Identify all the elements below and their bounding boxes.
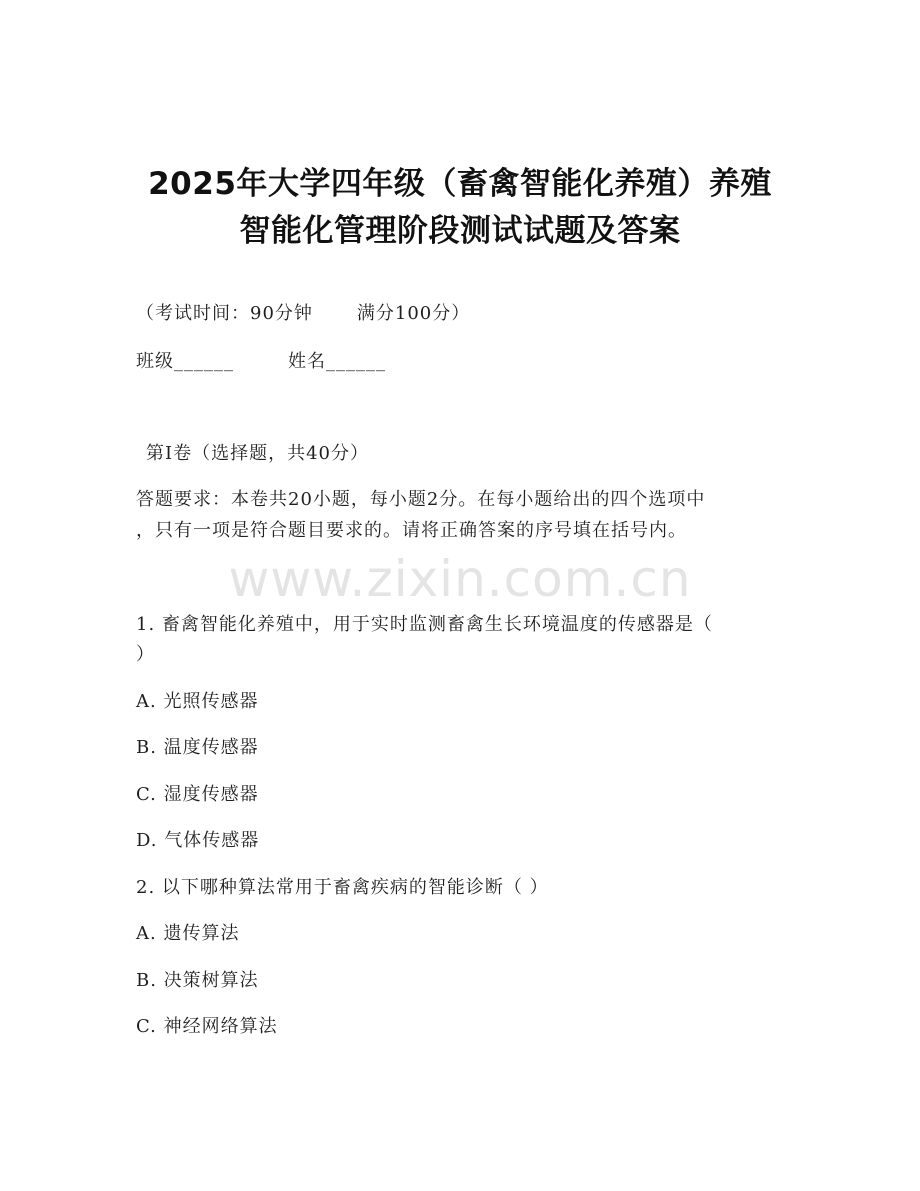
- name-field-label: 姓名______: [288, 351, 386, 372]
- question-2-stem: 2. 以下哪种算法常用于畜禽疾病的智能诊断（ ）: [136, 877, 549, 898]
- class-field-label: 班级______: [136, 351, 234, 372]
- section-title: 第Ⅰ卷（选择题，共40分）: [146, 443, 370, 464]
- exam-total-score: 满分100分）: [356, 303, 471, 324]
- question-1-stem-line-2: ）: [136, 644, 155, 665]
- watermark: www.zixin.com.cn: [228, 550, 692, 608]
- exam-time: （考试时间：90分钟: [136, 303, 313, 324]
- question-2-option-c: C. 神经网络算法: [136, 1016, 278, 1037]
- question-1-option-d: D. 气体传感器: [136, 830, 260, 851]
- question-2-option-a: A. 遗传算法: [136, 923, 240, 944]
- student-info: [136, 350, 386, 374]
- instructions-line-1: 答题要求：本卷共20小题，每小题2分。在每小题给出的四个选项中: [136, 489, 706, 510]
- instructions-line-2: ，只有一项是符合题目要求的。请将正确答案的序号填在括号内。: [136, 520, 687, 541]
- question-2-option-b: B. 决策树算法: [136, 970, 259, 991]
- question-1-option-a: A. 光照传感器: [136, 691, 259, 712]
- document-title-line-2: 智能化管理阶段测试试题及答案: [239, 213, 681, 249]
- question-1-option-b: B. 温度传感器: [136, 737, 259, 758]
- exam-info: [136, 302, 470, 326]
- document-title-line-1: 2025年大学四年级（畜禽智能化养殖）养殖: [148, 166, 772, 202]
- question-1-option-c: C. 湿度传感器: [136, 784, 259, 805]
- question-1-stem-line-1: 1. 畜禽智能化养殖中，用于实时监测畜禽生长环境温度的传感器是（: [136, 614, 713, 635]
